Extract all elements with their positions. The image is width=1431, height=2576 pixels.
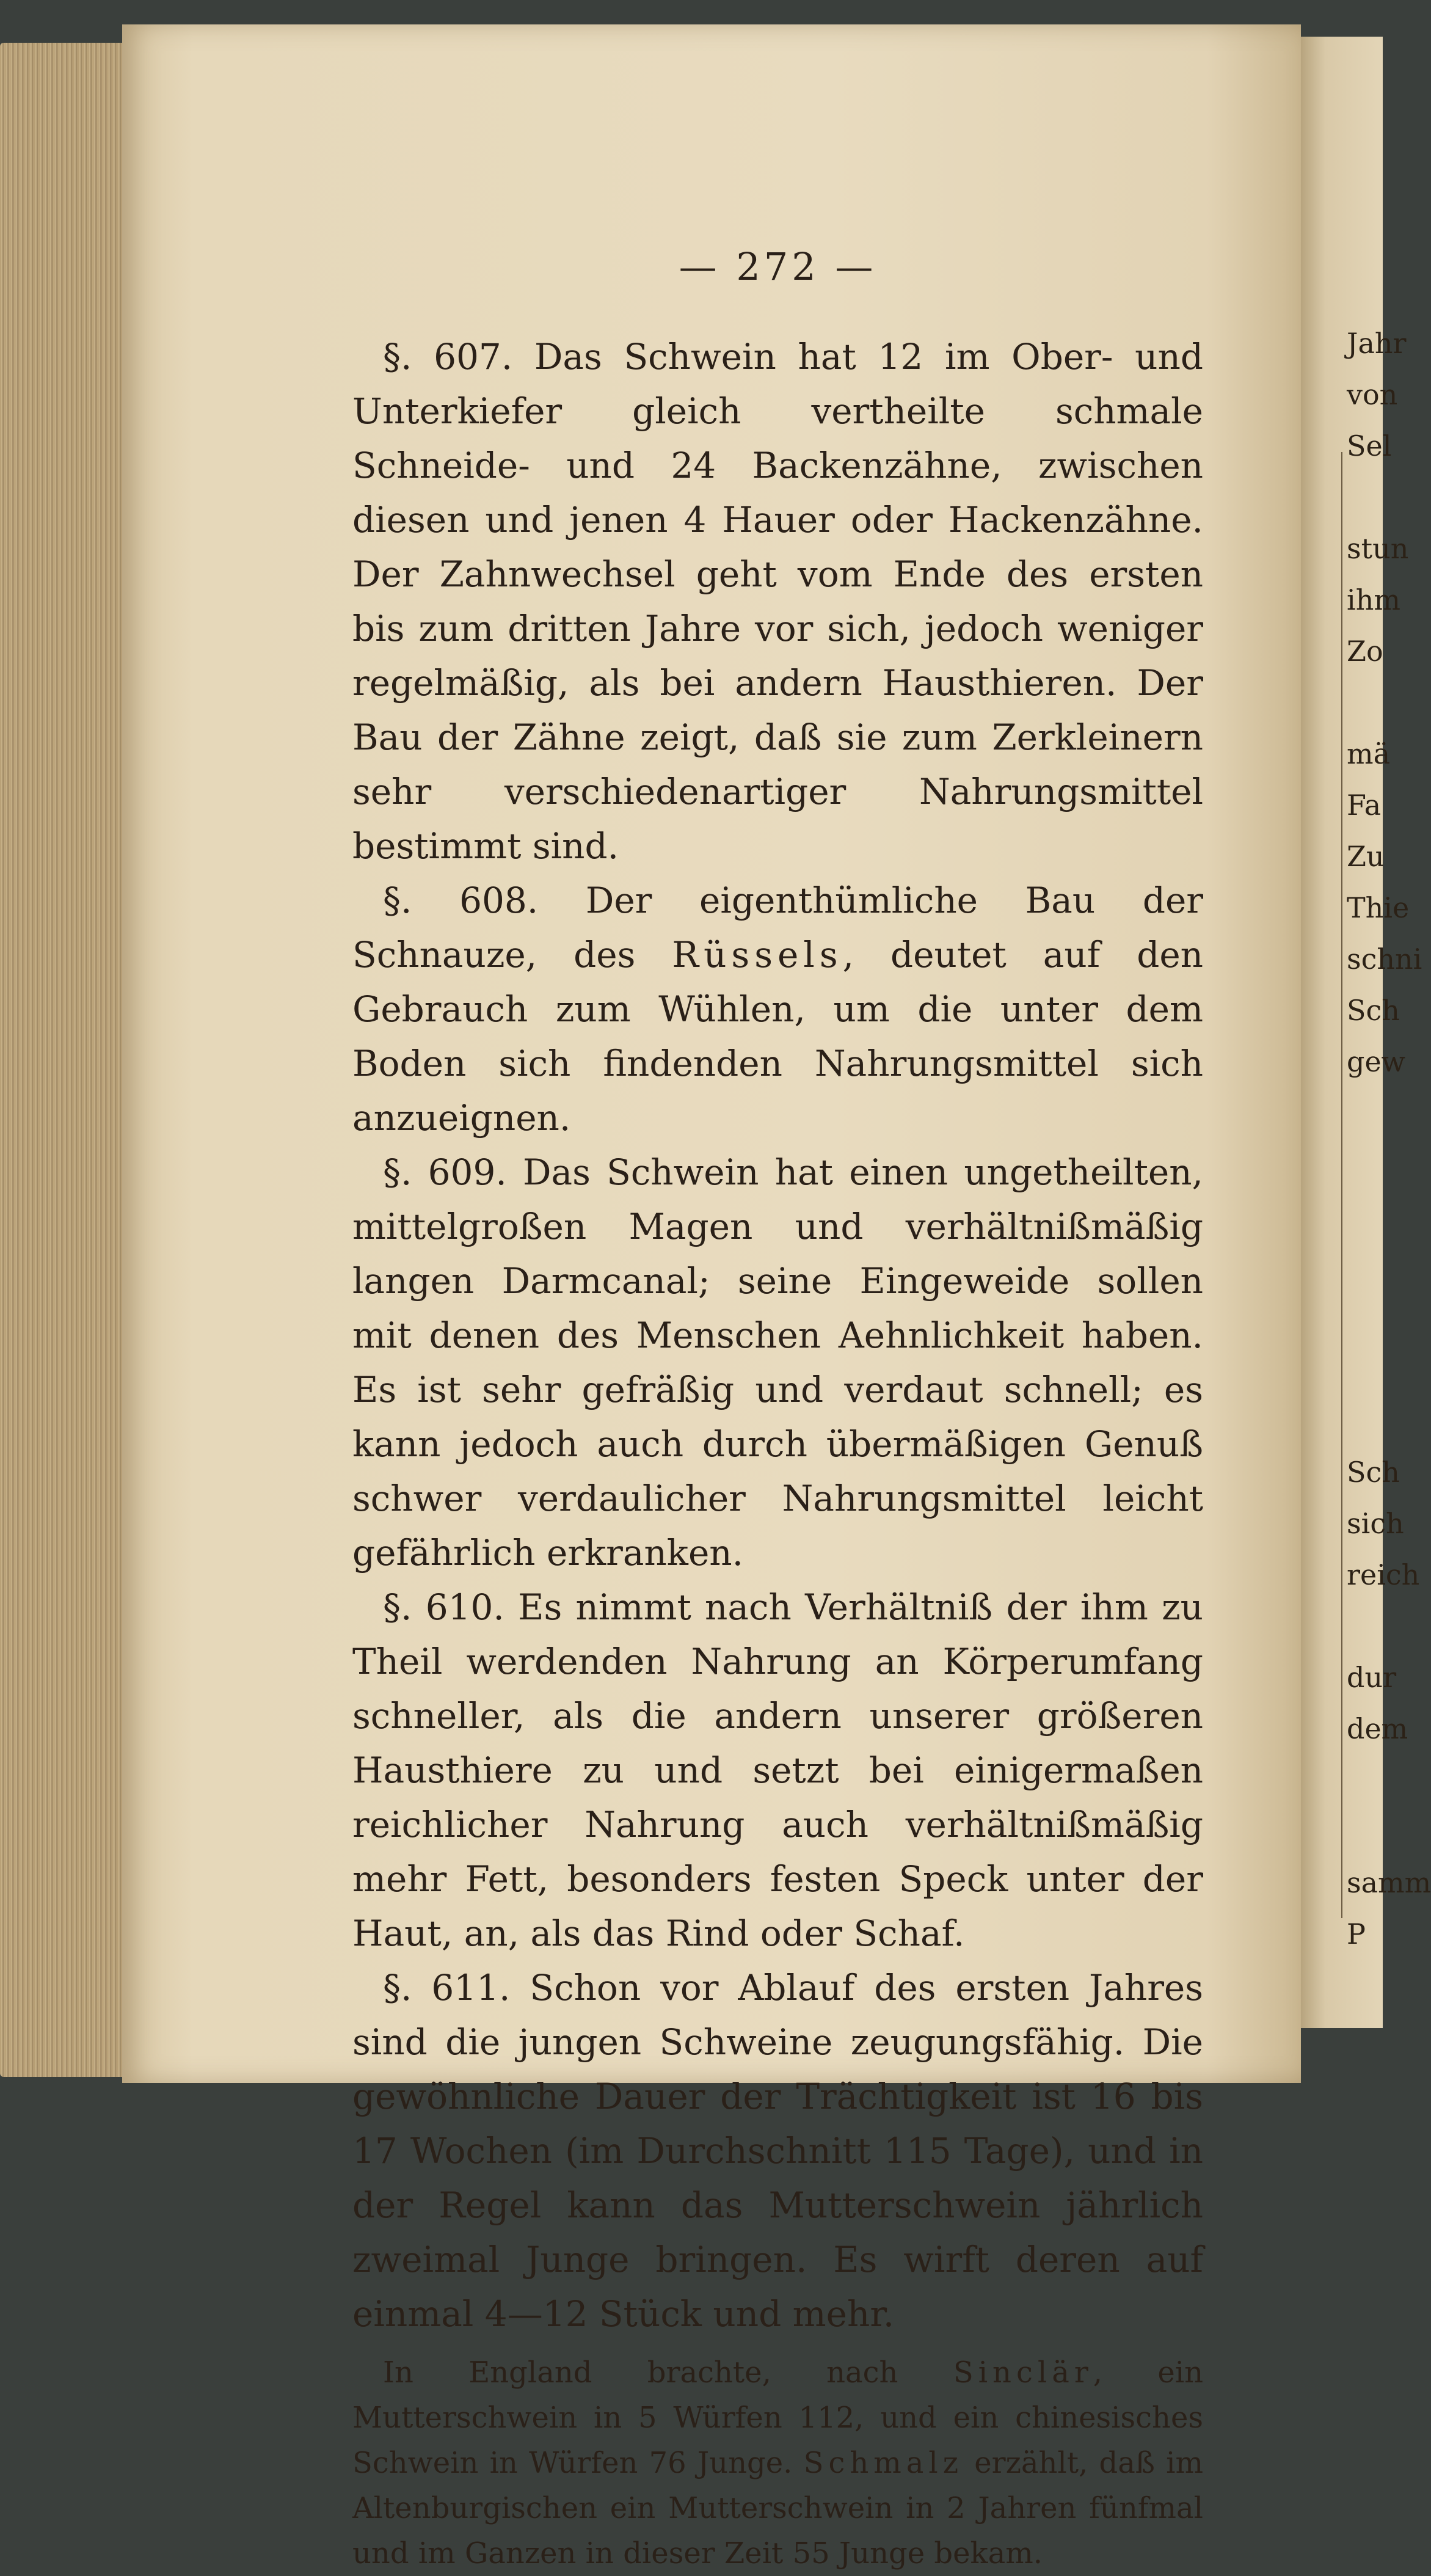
next-page-fragment xyxy=(1347,1600,1383,1652)
next-page-fragment xyxy=(1347,1754,1383,1806)
next-page-fragment: reich xyxy=(1347,1558,1420,1591)
paragraph-610 xyxy=(352,1580,1203,1961)
page-number: — 272 — xyxy=(679,244,877,289)
next-page-fragment: sich xyxy=(1347,1507,1404,1540)
next-page-fragment: dur xyxy=(1347,1661,1397,1694)
page-text xyxy=(352,244,1203,2576)
next-page-fragment: gew xyxy=(1347,1045,1406,1078)
next-page-fragment xyxy=(1347,472,1383,523)
section-number: §. 609. xyxy=(383,1151,507,1193)
paragraph-text: Es nimmt nach Verhältniß der ihm zu Theil werdenden Nahrung an Körperumfang schneller, als die andern unserer größeren Hausthiere zu und setzt bei einigermaßen reichlicher Nahrung auch verhältnißmäßig mehr Fett, besonders festen Speck unter der Haut, an, als das Rind oder Schaf. xyxy=(352,1586,1204,1954)
next-page-fragment xyxy=(1347,1293,1383,1344)
section-number: §. 610. xyxy=(383,1586,504,1628)
section-number: §. 608. xyxy=(383,880,539,921)
next-page-fragment xyxy=(1347,1241,1383,1293)
next-page-fragment: ihm xyxy=(1347,583,1400,616)
next-page-fragment: Jahr xyxy=(1347,327,1407,360)
paragraph-608 xyxy=(352,874,1203,1145)
emphasis-spaced: Schmalz xyxy=(803,2446,964,2480)
next-page-fragment: schni xyxy=(1347,943,1422,976)
next-page-fragment: dem xyxy=(1347,1712,1408,1745)
next-page-fragment: Fa xyxy=(1347,789,1382,822)
paragraph-609 xyxy=(352,1145,1203,1580)
next-page-fragment: von xyxy=(1347,378,1398,411)
paragraph-text: Das Schwein hat einen ungetheilten, mittelgroßen Magen und verhältnißmäßig langen Darmcanal; seine Eingeweide sollen mit denen des Menschen Aehnlichkeit haben. Es ist sehr gefräßig und verdaut schnell; es kann jedoch auch durch übermäßigen Genuß schwer verdaulicher Nahrungsmittel leicht gefährlich erkranken. xyxy=(352,1151,1203,1574)
next-page-fragment: P xyxy=(1347,1917,1366,1950)
next-page-fragment xyxy=(1347,1344,1383,1395)
footnote: In England brachte, nach Sinclär, ein Mutterschwein in 5 Würfen 112, und ein chinesisches Schwein in Würfen 76 Junge. Schmalz erzählt, daß im Altenburgischen ein Mutterschwein in 2 Jahren fünfmal und im Ganzen in dieser Zeit 55 Junge bekam. xyxy=(352,2355,1204,2571)
next-page-fragment: Zo xyxy=(1347,635,1383,668)
page-edges xyxy=(0,43,122,2077)
next-page-fragment: Thie xyxy=(1347,891,1410,924)
next-page-fragment xyxy=(1347,1139,1383,1190)
next-page-fragment: samm xyxy=(1347,1866,1431,1899)
paragraph-text: Schon vor Ablauf des ersten Jahres sind die jungen Schweine zeugungsfähig. Die gewöhnliche Dauer der Trächtigkeit ist 16 bis 17 Wochen (im Durchschnitt 115 Tage), und in der Regel kann das Mutterschwein jährlich zweimal Junge bringen. Es wirft deren auf einmal 4—12 Stück und mehr. xyxy=(352,1967,1204,2335)
next-page-fragments xyxy=(1347,318,1431,1960)
paragraph-607 xyxy=(352,330,1203,874)
section-number: §. 611. xyxy=(383,1967,511,2009)
next-page-fragment: stun xyxy=(1347,532,1409,565)
next-page-fragment xyxy=(1347,677,1383,728)
paragraph-text: , deutet auf den Gebrauch zum Wühlen, um die unter dem Boden sich findenden Nahrungsmittel sich anzueignen. xyxy=(352,934,1203,1139)
next-page-fragment xyxy=(1347,1395,1383,1447)
section-number: §. 607. xyxy=(383,336,513,378)
next-page-fragment: Sch xyxy=(1347,1456,1400,1489)
next-page-fragment: Sel xyxy=(1347,429,1392,462)
next-page-fragment: Sch xyxy=(1347,994,1400,1027)
next-page-rule xyxy=(1341,452,1342,1918)
next-page-fragment xyxy=(1347,1190,1383,1241)
paragraph-text: Das Schwein hat 12 im Ober- und Unterkiefer gleich vertheilte schmale Schneide- und 24 Backenzähne, zwischen diesen und jenen 4 Hauer oder Hackenzähne. Der Zahnwechsel geht vom Ende des ersten bis zum dritten Jahre vor sich, jedoch weniger regelmäßig, als bei andern Hausthieren. Der Bau der Zähne zeigt, daß sie zum Zerkleinern sehr verschiedenartiger Nahrungsmittel bestimmt sind. xyxy=(352,336,1203,867)
paragraph-611 xyxy=(352,1961,1203,2341)
emphasis-spaced: Rüssels xyxy=(672,934,843,976)
next-page-fragment xyxy=(1347,1087,1383,1139)
next-page-fragment: Zu xyxy=(1347,840,1385,873)
next-page-fragment xyxy=(1347,1806,1383,1857)
paragraph-text: Der eigenthümliche Bau der Schnauze, des xyxy=(352,880,1204,976)
next-page-fragment: mä xyxy=(1347,737,1391,770)
emphasis-spaced: Sinclär xyxy=(953,2355,1093,2390)
